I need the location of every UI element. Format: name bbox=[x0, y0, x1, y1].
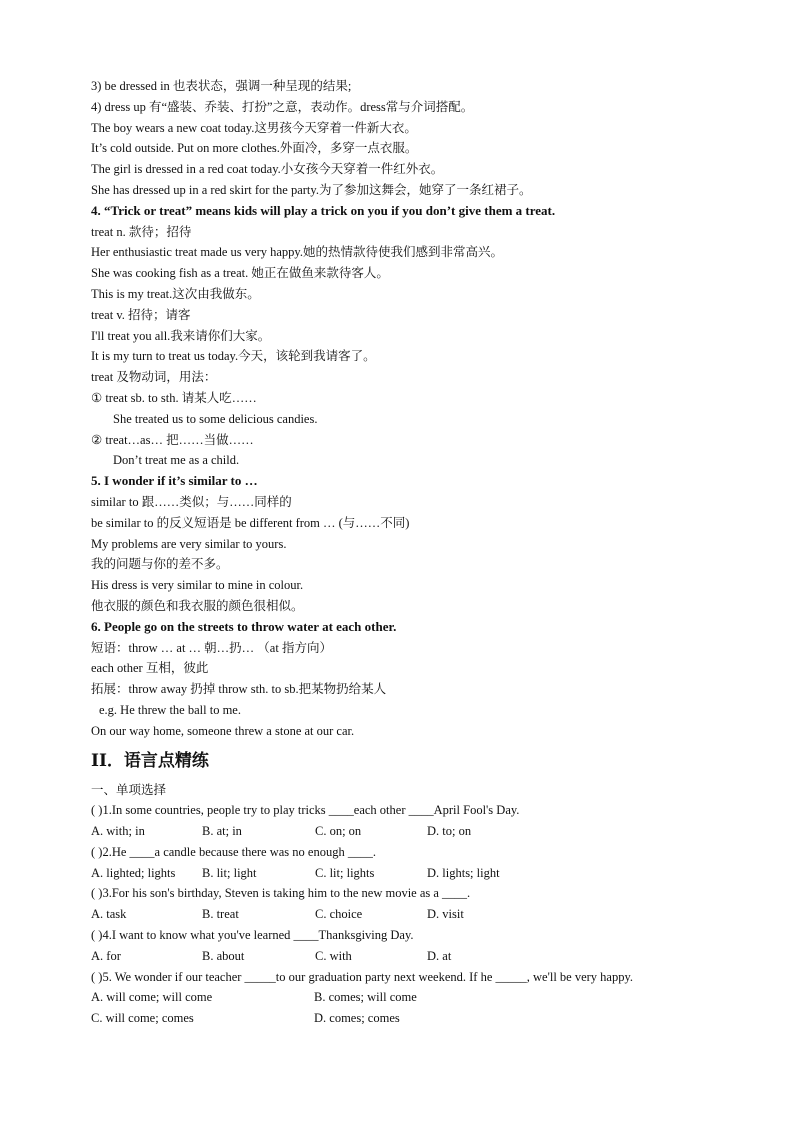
note-line: treat 及物动词，用法： bbox=[91, 370, 217, 385]
note-line: I'll treat you all.我来请你们大家。 bbox=[91, 328, 271, 343]
option-c: C. choice bbox=[315, 907, 363, 922]
options-row bbox=[91, 821, 711, 842]
option-a: A. will come; will come bbox=[91, 990, 213, 1005]
section-title: II．语言点精练 bbox=[91, 750, 209, 771]
subsection-title: 一、单项选择 bbox=[91, 782, 167, 797]
note-line: ① treat sb. to sth. 请某人吃…… bbox=[91, 390, 257, 405]
note-line: 我的问题与你的差不多。 bbox=[91, 557, 229, 572]
option-b: B. lit; light bbox=[202, 865, 257, 880]
option-b: B. at; in bbox=[202, 824, 242, 839]
option-c: C. will come; comes bbox=[91, 1011, 194, 1026]
options-row bbox=[91, 946, 711, 967]
point-heading: 6. People go on the streets to throw water at each other. bbox=[91, 618, 397, 634]
note-line: treat v. 招待；请客 bbox=[91, 307, 191, 322]
note-line: The boy wears a new coat today.这男孩今天穿着一件新大衣。 bbox=[91, 120, 417, 135]
note-line: His dress is very similar to mine in colour. bbox=[91, 578, 304, 593]
question-stem: ( )5. We wonder if our teacher _____to our graduation party next weekend. If he _____, we'll be very happy. bbox=[91, 969, 634, 984]
note-line: treat n. 款待；招待 bbox=[91, 224, 192, 239]
questions-section bbox=[91, 800, 711, 1029]
note-line: Don’t treat me as a child. bbox=[113, 453, 240, 468]
note-line: be similar to 的反义短语是 be different from … (与……不同) bbox=[91, 515, 410, 530]
options-row bbox=[91, 904, 711, 925]
point-heading: 4. “Trick or treat” means kids will play a trick on you if you don’t give them a treat. bbox=[91, 202, 556, 218]
notes-section bbox=[91, 76, 711, 742]
option-d: D. lights; light bbox=[427, 865, 500, 880]
options-row bbox=[91, 863, 711, 884]
option-c: C. with bbox=[315, 948, 352, 963]
note-line: My problems are very similar to yours. bbox=[91, 536, 287, 551]
options-row bbox=[91, 987, 711, 1008]
question-stem: ( )4.I want to know what you've learned ____Thanksgiving Day. bbox=[91, 928, 414, 943]
option-b: B. comes; will come bbox=[314, 990, 417, 1005]
option-a: A. task bbox=[91, 907, 127, 922]
option-d: D. to; on bbox=[427, 824, 472, 839]
note-line: 他衣服的颜色和我衣服的颜色很相似。 bbox=[91, 598, 304, 613]
option-d: D. visit bbox=[427, 907, 464, 922]
note-line: 3) be dressed in 也表状态，强调一种呈现的结果; bbox=[91, 79, 352, 93]
option-b: B. treat bbox=[202, 907, 239, 922]
note-line: On our way home, someone threw a stone at our car. bbox=[91, 723, 355, 738]
note-line: 拓展：throw away 扔掉 throw sth. to sb.把某物扔给某人 bbox=[91, 682, 387, 697]
note-line: She was cooking fish as a treat. 她正在做鱼来款待客人。 bbox=[91, 266, 389, 281]
note-line: Her enthusiastic treat made us very happy.她的热情款待使我们感到非常高兴。 bbox=[91, 245, 503, 260]
question-stem: ( )1.In some countries, people try to play tricks ____each other ____April Fool's Day. bbox=[91, 803, 520, 818]
note-line: 短语：throw … at … 朝…扔… （at 指方向） bbox=[91, 640, 332, 655]
note-line: It’s cold outside. Put on more clothes.外面冷，多穿一点衣服。 bbox=[91, 141, 418, 156]
option-a: A. lighted; lights bbox=[91, 865, 176, 880]
question-stem: ( )2.He ____a candle because there was no enough ____. bbox=[91, 844, 376, 859]
note-line: She has dressed up in a red skirt for the party.为了参加这舞会，她穿了一条红裙子。 bbox=[91, 182, 532, 197]
option-d: D. at bbox=[427, 948, 452, 963]
option-c: C. lit; lights bbox=[315, 865, 375, 880]
option-c: C. on; on bbox=[315, 824, 362, 839]
option-a: A. with; in bbox=[91, 824, 145, 839]
option-b: B. about bbox=[202, 948, 245, 963]
note-line: ② treat…as… 把……当做…… bbox=[91, 432, 254, 447]
point-heading: 5. I wonder if it’s similar to … bbox=[91, 473, 258, 489]
option-a: A. for bbox=[91, 948, 121, 963]
options-row bbox=[91, 1008, 711, 1029]
note-line: She treated us to some delicious candies. bbox=[113, 411, 318, 426]
note-line: 4) dress up 有“盛装、乔装、打扮”之意，表动作。dress常与介词搭配。 bbox=[91, 99, 474, 114]
note-line: It is my turn to treat us today.今天，该轮到我请客了。 bbox=[91, 349, 376, 364]
note-line: The girl is dressed in a red coat today.小女孩今天穿着一件红外衣。 bbox=[91, 162, 444, 177]
note-line: each other 互相，彼此 bbox=[91, 661, 209, 676]
question-stem: ( )3.For his son's birthday, Steven is taking him to the new movie as a ____. bbox=[91, 886, 471, 901]
note-line: e.g. He threw the ball to me. bbox=[99, 702, 241, 717]
note-line: This is my treat.这次由我做东。 bbox=[91, 286, 260, 301]
document-content bbox=[91, 76, 711, 1029]
note-line: similar to 跟……类似；与……同样的 bbox=[91, 494, 292, 509]
option-d: D. comes; comes bbox=[314, 1011, 400, 1026]
